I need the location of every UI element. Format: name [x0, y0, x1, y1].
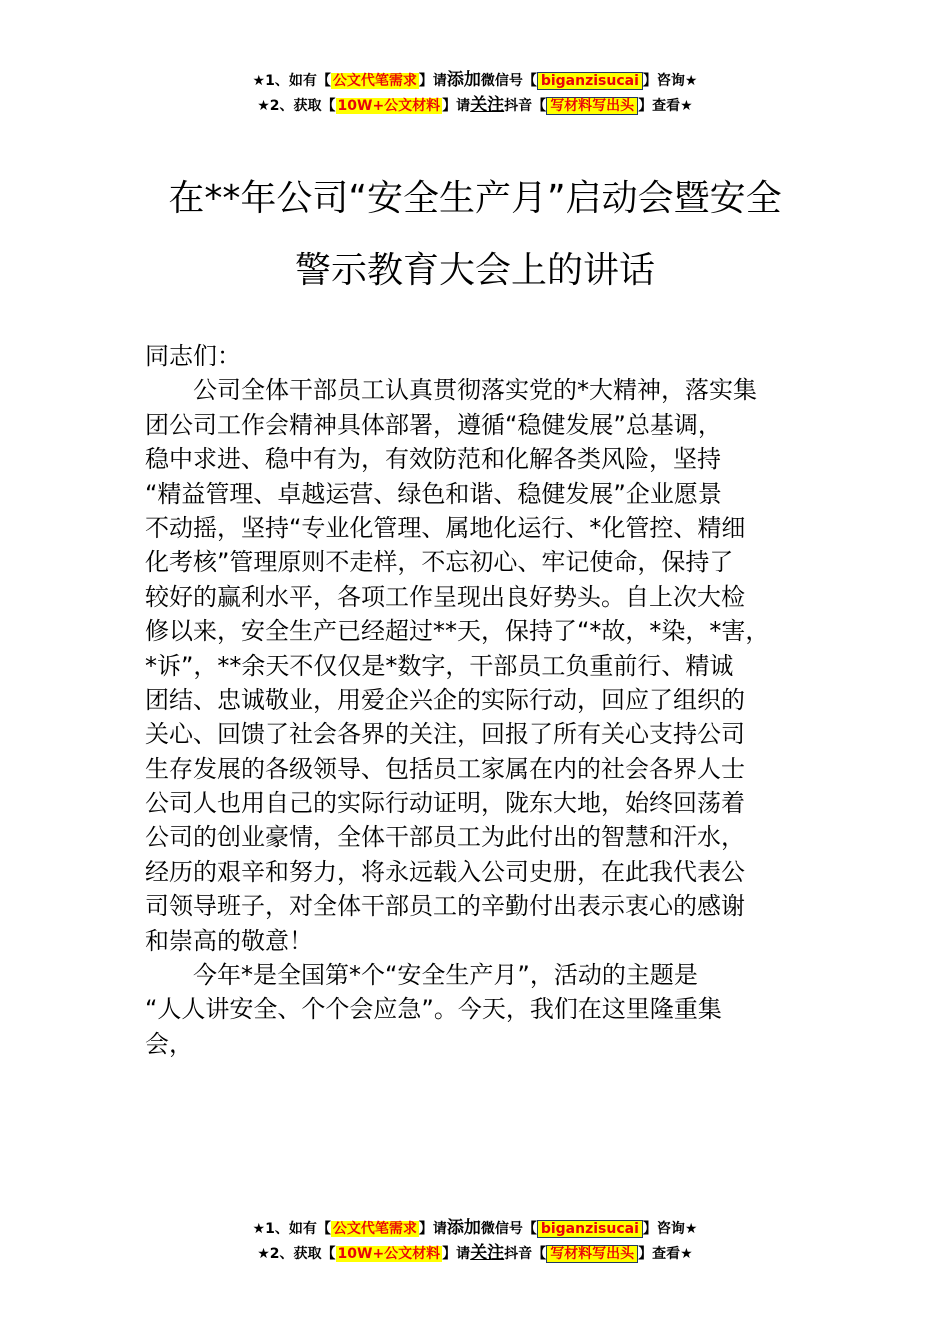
emphasis-text: 添加 [446, 1218, 481, 1238]
body-line: *诉”，**余天不仅仅是*数字，干部员工负重前行、精诚 [145, 651, 734, 680]
banner-line-2 [0, 93, 950, 118]
emphasis-text: 关注 [470, 95, 505, 115]
body-line: 生存发展的各级领导、包括员工家属在内的社会各界人士 [145, 754, 745, 783]
banner-text: 】咨询★ [642, 1221, 698, 1237]
document-title-line-1: 在**年公司“安全生产月”启动会暨安全 [168, 178, 782, 219]
banner-text: ★1、如有【 [252, 1221, 331, 1237]
wechat-id: biganzisucai [537, 72, 643, 90]
highlight-text: 10W+公文材料 [337, 1246, 441, 1262]
body-line: 团公司工作会精神具体部署，遵循“稳健发展”总基调， [145, 410, 722, 439]
banner-text: 】请 [442, 1246, 471, 1262]
body-line: 司领导班子，对全体干部员工的辛勤付出表示衷心的感谢 [145, 892, 745, 921]
banner-text: 】请 [418, 1221, 447, 1237]
wechat-id: biganzisucai [537, 1220, 643, 1238]
document-title-line-2: 警示教育大会上的讲话 [294, 250, 655, 291]
body-line: 稳中求进、稳中有为，有效防范和化解各类风险，坚持 [145, 445, 721, 474]
highlight-text: 公文代笔需求 [332, 1221, 417, 1237]
body-line: 同志们： [145, 342, 241, 370]
banner-text: 】查看★ [638, 1246, 693, 1262]
body-line: 修以来，安全生产已经超过**天，保持了“*故，*染，*害， [145, 617, 770, 646]
speech-body [145, 339, 810, 1061]
body-line: 关心、回馈了社会各界的关注，回报了所有关心支持公司 [145, 720, 745, 749]
highlight-text: 10W+公文材料 [337, 98, 441, 114]
body-line: 公司人也用自己的实际行动证明，陇东大地，始终回荡着 [145, 789, 745, 818]
banner-text: ★2、获取【 [257, 1246, 336, 1262]
body-line: 团结、忠诚敬业，用爱企兴企的实际行动，回应了组织的 [145, 685, 745, 714]
emphasis-text: 添加 [446, 70, 481, 90]
banner-text: 】咨询★ [642, 73, 698, 89]
highlight-text: 公文代笔需求 [332, 73, 417, 89]
douyin-account: 写材料写出头 [546, 1245, 638, 1263]
body-line: 和崇高的敬意！ [145, 926, 313, 955]
banner-text: ★2、获取【 [257, 98, 336, 114]
banner-text: 】查看★ [638, 98, 693, 114]
body-line: 今年*是全国第*个“安全生产月”，活动的主题是 [145, 961, 698, 990]
banner-text: 抖音【 [504, 98, 547, 114]
emphasis-text: 关注 [470, 1243, 505, 1263]
banner-text: 】请 [442, 98, 471, 114]
body-line: “精益管理、卓越运营、绿色和谐、稳健发展”企业愿景 [145, 479, 722, 508]
banner-text: 抖音【 [504, 1246, 547, 1262]
banner-text: 微信号【 [480, 1221, 537, 1237]
banner-text: ★1、如有【 [252, 73, 331, 89]
body-line: 经历的艰辛和努力，将永远载入公司史册，在此我代表公 [145, 857, 745, 886]
body-line: “人人讲安全、个个会应急”。今天，我们在这里隆重集 [145, 995, 722, 1024]
douyin-account: 写材料写出头 [546, 97, 638, 115]
top-banner [0, 68, 950, 118]
banner-text: 】请 [418, 73, 447, 89]
banner-line-1 [0, 1216, 950, 1241]
body-line: 会， [145, 1029, 193, 1058]
banner-line-2 [0, 1241, 950, 1266]
banner-text: 微信号【 [480, 73, 537, 89]
body-line: 化考核”管理原则不走样，不忘初心、牢记使命，保持了 [145, 548, 734, 577]
body-line: 较好的赢利水平，各项工作呈现出良好势头。自上次大检 [145, 582, 745, 611]
body-line: 不动摇，坚持“专业化管理、属地化运行、*化管控、精细 [145, 513, 746, 542]
bottom-banner [0, 1216, 950, 1266]
banner-line-1 [0, 68, 950, 93]
body-line: 公司的创业豪情，全体干部员工为此付出的智慧和汗水， [145, 823, 745, 852]
body-line: 公司全体干部员工认真贯彻落实党的*大精神，落实集 [145, 376, 757, 405]
